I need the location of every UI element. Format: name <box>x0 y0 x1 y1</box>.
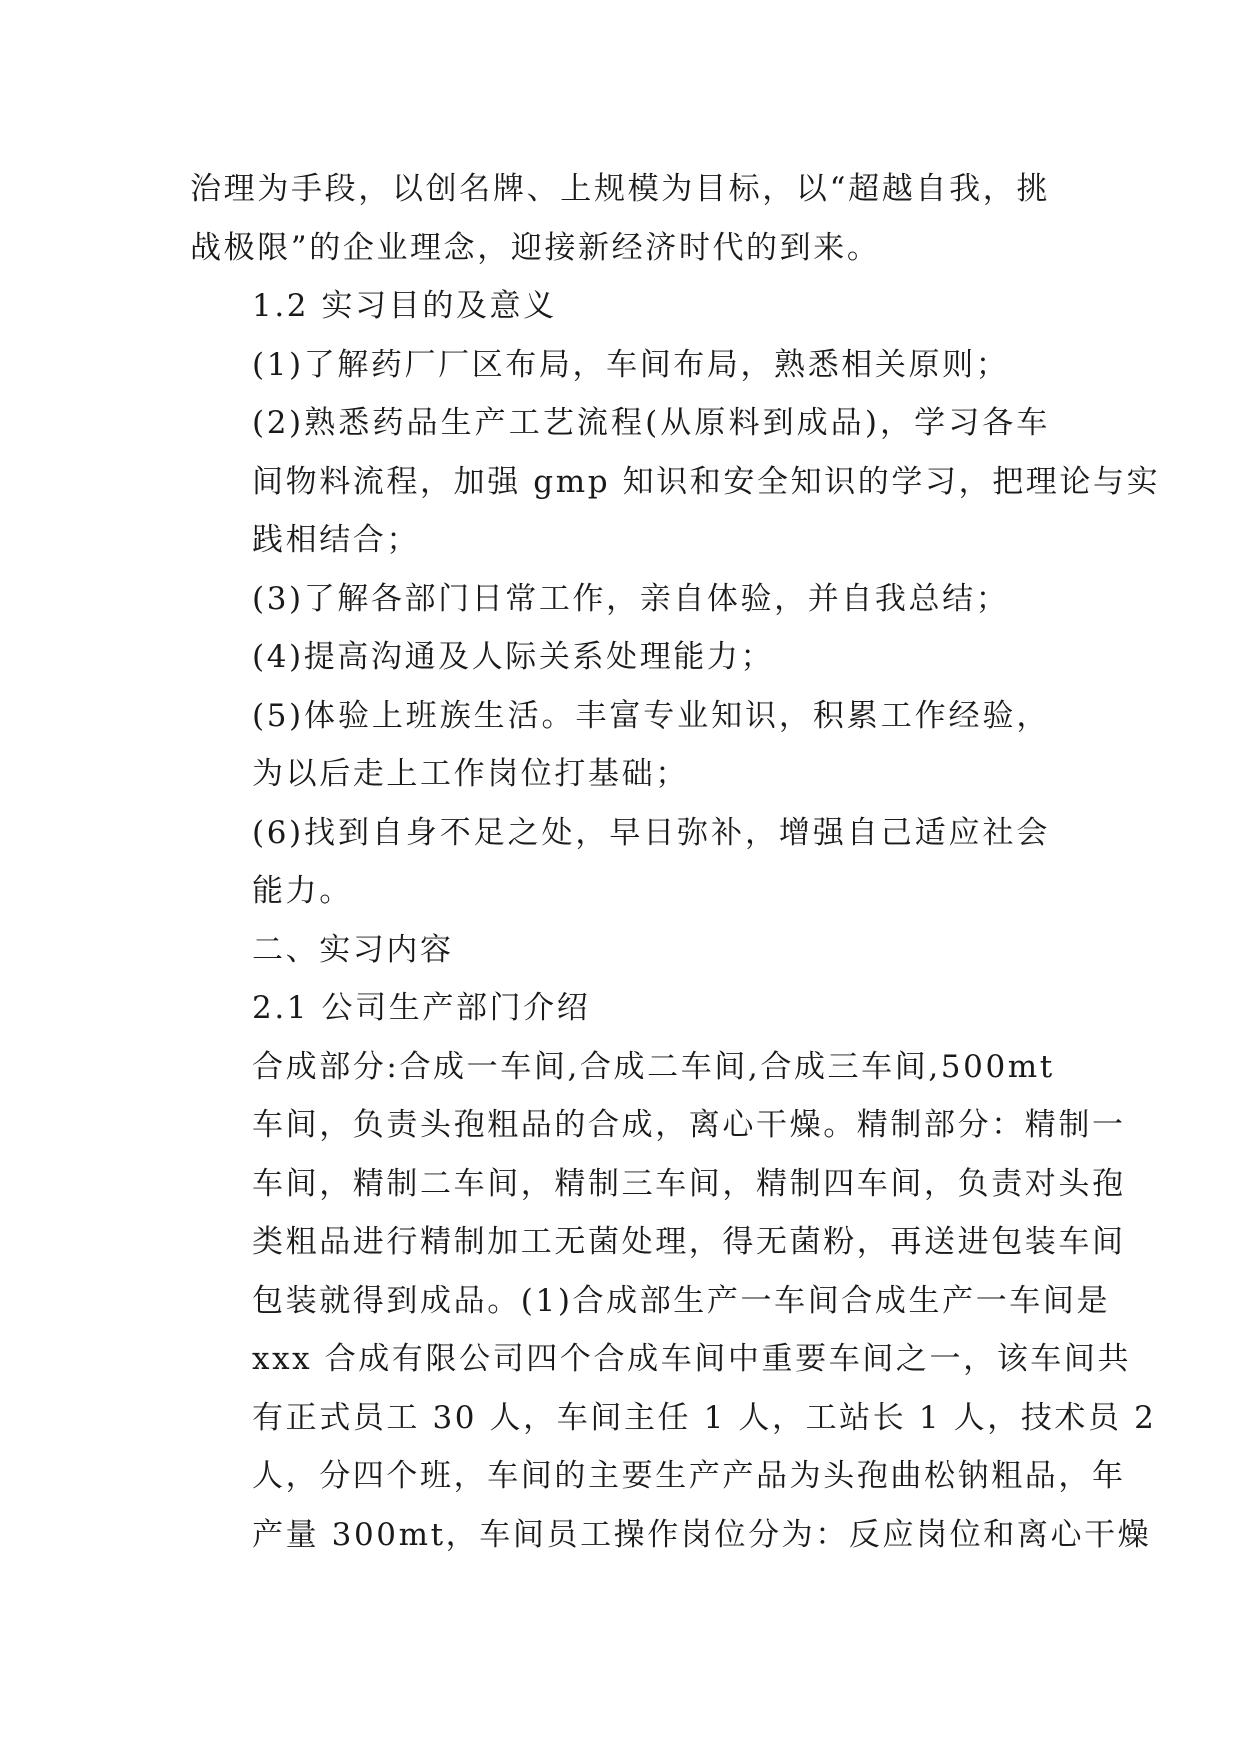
text-line: 人，分四个班，车间的主要生产产品为头孢曲松钠粗品，年 <box>252 1458 1126 1494</box>
paragraph <box>190 921 1050 980</box>
text-line: 类粗品进行精制加工无菌处理，得无菌粉，再送进包装车间 <box>252 1224 1126 1260</box>
paragraph <box>190 628 1050 687</box>
text-line: 车间，负责头孢粗品的合成，离心干燥。精制部分：精制一 <box>252 1107 1126 1143</box>
text-line: 为以后走上工作岗位打基础； <box>252 756 689 792</box>
document-body <box>190 160 1161 1564</box>
text-line: (4)提高沟通及人际关系处理能力； <box>252 639 775 675</box>
text-line: (2)熟悉药品生产工艺流程(从原料到成品)，学习各车 <box>252 405 1050 441</box>
paragraph <box>190 394 1161 570</box>
text-line: 治理为手段，以创名牌、上规模为目标，以“超越自我，挑 <box>190 171 1050 207</box>
text-line: 能力。 <box>252 873 353 909</box>
paragraph <box>190 804 1050 921</box>
text-line: 二、实习内容 <box>252 931 454 968</box>
text-line: (5)体验上班族生活。丰富专业知识，积累工作经验， <box>252 697 1050 734</box>
text-line: 车间，精制二车间，精制三车间，精制四车间，负责对头孢 <box>252 1165 1126 1202</box>
paragraph <box>190 277 1050 336</box>
text-line: 包装就得到成品。(1)合成部生产一车间合成生产一车间是 <box>252 1282 1111 1319</box>
text-line: xxx 合成有限公司四个合成车间中重要车间之一，该车间共 <box>252 1341 1132 1377</box>
text-line: 践相结合； <box>252 522 420 558</box>
text-line: (1)了解药厂厂区布局，车间布局，熟悉相关原则； <box>252 346 1010 383</box>
paragraph <box>190 687 1050 804</box>
text-line: 间物料流程，加强 gmp 知识和安全知识的学习，把理论与实 <box>252 463 1161 500</box>
paragraph <box>190 570 1050 629</box>
text-line: 合成部分:合成一车间,合成二车间,合成三车间,500mt <box>252 1048 1055 1085</box>
paragraph <box>190 979 1050 1038</box>
text-line: 2.1 公司生产部门介绍 <box>252 990 591 1026</box>
paragraph <box>190 1038 1157 1565</box>
text-line: (6)找到自身不足之处，早日弥补，增强自己适应社会 <box>252 814 1050 851</box>
text-line: (3)了解各部门日常工作，亲自体验，并自我总结； <box>252 580 1010 617</box>
text-line: 1.2 实习目的及意义 <box>252 288 557 324</box>
text-line: 战极限”的企业理念，迎接新经济时代的到来。 <box>190 229 881 266</box>
text-line: 有正式员工 30 人，车间主任 1 人，工站长 1 人，技术员 2 <box>252 1399 1157 1436</box>
paragraph <box>190 336 1050 395</box>
paragraph <box>190 160 1050 277</box>
text-line: 产量 300mt，车间员工操作岗位分为：反应岗位和离心干燥 <box>252 1516 1152 1553</box>
